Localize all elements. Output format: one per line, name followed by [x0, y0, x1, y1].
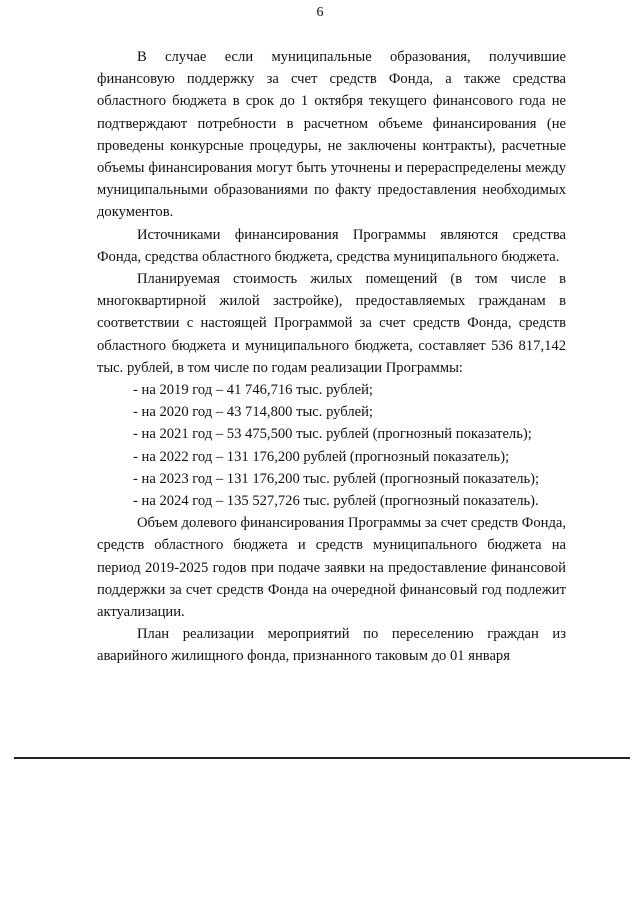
paragraph-planned-cost: Планируемая стоимость жилых помещений (в том числе в многоквартирной жилой застройке), предоставляемых гражданам в соответствии с настоящей Программой за счет средств Фонда, средств областного бюджета и муниципального бюджета, составляет 536 817,142 тыс. рублей, в том числе по годам реализации Программы: — [97, 271, 566, 376]
list-item: - на 2021 год – 53 475,500 тыс. рублей (прогнозный показатель); — [133, 426, 532, 443]
paragraph-cofinancing: Объем долевого финансирования Программы за счет средств Фонда, средств областного бюджета и средств муниципального бюджета на период 2019-2025 годов при подаче заявки на предоставление финансовой поддержки за счет средств Фонда на очередной финансовый год подлежит актуализации. — [97, 515, 566, 621]
list-item: - на 2024 год – 135 527,726 тыс. рублей (прогнозный показатель). — [133, 493, 539, 510]
paragraph-funding-sources: Источниками финансирования Программы являются средства Фонда, средства областного бюджета, средства муниципального бюджета. — [97, 226, 566, 265]
paragraph-resettlement-plan: План реализации мероприятий по переселению граждан из аварийного жилищного фонда, признанного таковым до 01 января — [97, 626, 566, 665]
year-funding-list — [97, 379, 566, 512]
list-item: - на 2020 год – 43 714,800 тыс. рублей; — [133, 404, 373, 421]
page-bottom-divider — [14, 757, 630, 759]
document-body — [97, 46, 566, 668]
paragraph-redistribution: В случае если муниципальные образования, получившие финансовую поддержку за счет средств Фонда, а также средства областного бюджета в срок до 1 октября текущего финансового года не подтверждают потребности в расчетном объеме финансирования (не проведены конкурсные процедуры, не заключены контракты), расчетные объемы финансирования могут быть уточнены и перераспределены между муниципальными образованиями по факту предоставления необходимых документов. — [97, 49, 566, 221]
list-item: - на 2023 год – 131 176,200 тыс. рублей (прогнозный показатель); — [133, 470, 540, 487]
list-item: - на 2019 год – 41 746,716 тыс. рублей; — [133, 382, 373, 399]
list-item: - на 2022 год – 131 176,200 рублей (прогнозный показатель); — [133, 448, 510, 465]
page-number: 6 — [316, 5, 324, 20]
